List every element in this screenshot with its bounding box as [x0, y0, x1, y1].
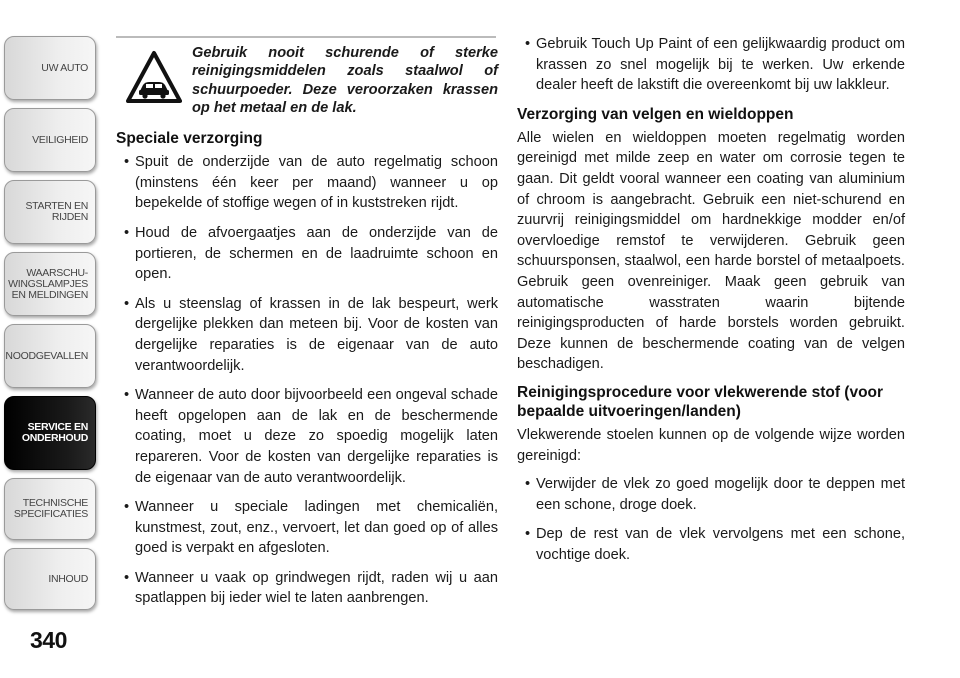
car-warning-triangle-icon — [126, 50, 182, 104]
tab-service-en-onderhoud[interactable]: SERVICE EN ONDERHOUD — [4, 396, 96, 470]
heading-vlekwerende-stof: Reinigingsprocedure voor vlekwerende stof (voor bepaalde uitvoeringen/landen) — [517, 383, 884, 420]
tab-noodgevallen[interactable]: NOODGEVALLEN — [4, 324, 96, 388]
warning-text: Gebruik nooit schurende of sterke reinigingsmiddelen zoals staalwol of schuurpoeder. Deze veroorzaken krassen op het metaal en de lak. — [192, 45, 498, 116]
chapter-tabs-sidebar — [0, 0, 100, 678]
velgen-body-text: Alle wielen en wieldoppen moeten regelmatig worden gereinigd met milde zeep en water om corrosie tegen te gaan. Dit geldt vooral wanneer een coating van aluminium of chroom is aangebracht. Gebruik een niet-schurend en zuurvrij reinigingsmiddel om hardnekkige modder en/of overvloedige remstof te verwijderen. Gebruik geen schuursponsen, staalwol, een harde borstel of metaalpoets. Gebruik geen ovenreiniger. Maak geen gebruik van automatische wasstraten waarin bijtende reinigingsproducten of harde borstels worden gebruikt. Deze kunnen de beschermende coating van de velgen beschadigen. — [517, 129, 905, 373]
list-item: • Verwijder de vlek zo goed mogelijk door te deppen met een schone, droge doek. — [525, 476, 905, 513]
list-item: • Als u steenslag of krassen in de lak bespeurt, werk dergelijke plekken dan meteen bij. Voor de kosten van dergelijke reparaties is de eigenaar van de auto verantwoordelijk. — [124, 295, 498, 374]
right-column — [517, 34, 905, 574]
touch-up-list — [517, 34, 905, 96]
tab-inhoud[interactable]: INHOUD — [4, 548, 96, 610]
warning-box — [116, 44, 498, 117]
vlekwerende-body-text: Vlekwerende stoelen kunnen op de volgende wijze worden gereinigd: — [517, 426, 905, 464]
list-item: • Spuit de onderzijde van de auto regelmatig schoon (minstens één keer per maand) wanneer u op bepekelde of stoffige wegen of in kuststreken rijdt. — [124, 154, 498, 212]
tab-starten-en-rijden[interactable]: STARTEN EN RIJDEN — [4, 180, 96, 244]
tab-veiligheid[interactable]: VEILIGHEID — [4, 108, 96, 172]
left-column — [116, 36, 498, 618]
list-item: • Gebruik Touch Up Paint of een gelijkwaardig product om krassen zo snel mogelijk bij te werken. Uw erkende dealer heeft de lakstift die overeenkomt bij uw lakkleur. — [525, 36, 905, 94]
vlekwerende-list — [517, 474, 905, 565]
speciale-verzorging-list — [116, 152, 498, 609]
heading-velgen-en-wieldoppen: Verzorging van velgen en wieldoppen — [517, 105, 794, 123]
tab-waarschuwingslampjes[interactable]: WAARSCHU- WINGSLAMPJES EN MELDINGEN — [4, 252, 96, 316]
list-item: • Houd de afvoergaatjes aan de onderzijde van de portieren, de schermen en de laadruimte schoon en open. — [124, 224, 498, 283]
list-item: • Dep de rest van de vlek vervolgens met een schone, vochtige doek. — [525, 526, 905, 563]
list-item: • Wanneer de auto door bijvoorbeeld een ongeval schade heeft opgelopen aan de lak en de beschermende coating, moet u deze zo spoedig mogelijk laten repareren. Voor de kosten van dergelijke reparaties is de eigenaar van de auto verantwoordelijk. — [124, 387, 498, 486]
warning-top-rule — [116, 36, 496, 38]
page-number: 340 — [30, 627, 67, 653]
list-item: • Wanneer u vaak op grindwegen rijdt, raden wij u aan spatlappen bij ieder wiel te laten aanbrengen. — [124, 569, 498, 607]
tab-uw-auto[interactable]: UW AUTO — [4, 36, 96, 100]
heading-speciale-verzorging: Speciale verzorging — [116, 130, 263, 148]
list-item: • Wanneer u speciale ladingen met chemicaliën, kunstmest, zout, enz., vervoert, let dan goed op of alles goed is verpakt en afgesloten. — [124, 499, 498, 557]
tab-technische-specificaties[interactable]: TECHNISCHE SPECIFICATIES — [4, 478, 96, 540]
